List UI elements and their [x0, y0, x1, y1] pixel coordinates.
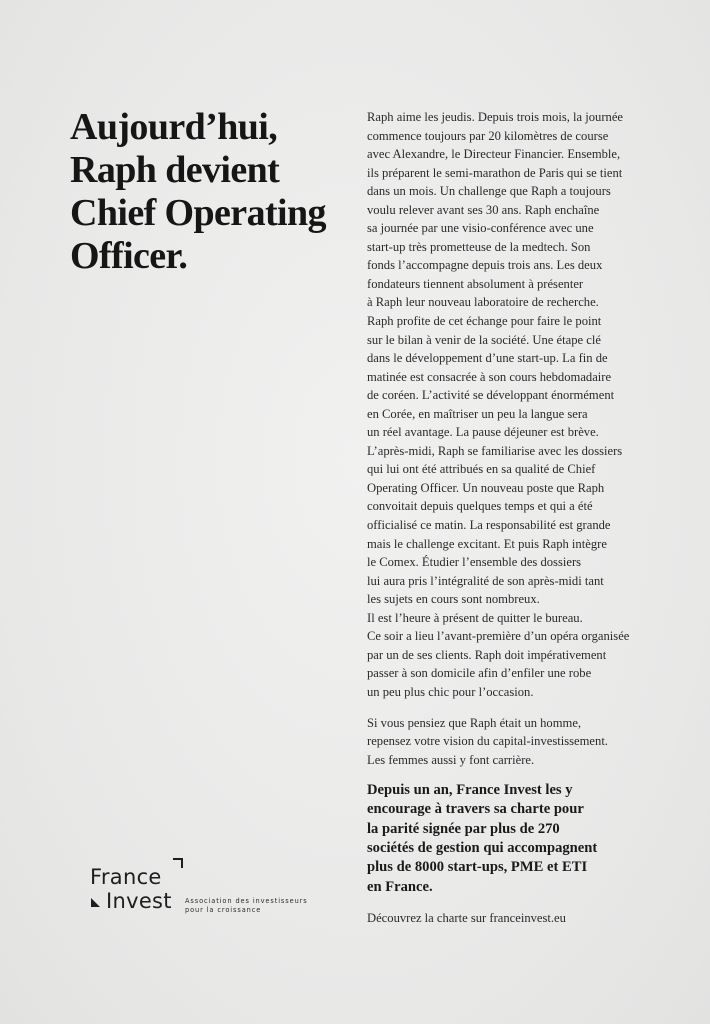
text-line: officialisé ce matin. La responsabilité est grande	[367, 518, 611, 533]
logo-tagline	[185, 897, 308, 915]
text-line: avec Alexandre, le Directeur Financier. Ensemble,	[367, 147, 621, 162]
text-line: commence toujours par 20 kilomètres de course	[367, 128, 609, 143]
text-line: Les femmes aussi y font carrière.	[367, 752, 535, 767]
reveal-paragraph	[367, 714, 667, 770]
text-line: convoitait depuis quelques temps et qui a été	[367, 499, 593, 514]
logo-word-france: France	[90, 865, 162, 889]
text-line: Il est l’heure à présent de quitter le bureau.	[367, 610, 583, 625]
text-line: sur le bilan à venir de la société. Une étape clé	[367, 332, 601, 347]
text-line: la parité signée par plus de 270	[367, 820, 560, 837]
text-line: Operating Officer. Un nouveau poste que Raph	[367, 480, 605, 495]
text-line: en France.	[367, 878, 433, 895]
headline-line: Raph devient	[70, 149, 280, 191]
text-line: ils préparent le semi-marathon de Paris qui se tient	[367, 165, 623, 180]
headline	[70, 106, 360, 278]
tagline-line: pour la croissance	[185, 906, 262, 914]
text-line: matinée est consacrée à son cours hebdomadaire	[367, 369, 612, 384]
text-line: un peu plus chic pour l’occasion.	[367, 684, 534, 699]
call-to-action	[367, 909, 667, 928]
text-line: à Raph leur nouveau laboratoire de recherche.	[367, 295, 599, 310]
text-line: passer à son domicile afin d’enfiler une robe	[367, 666, 592, 681]
body-copy	[367, 108, 667, 927]
text-line: Raph profite de cet échange pour faire le point	[367, 314, 602, 329]
text-line: lui aura pris l’intégralité de son après-midi tant	[367, 573, 604, 588]
text-line: un réel avantage. La pause déjeuner est brève.	[367, 425, 599, 440]
headline-line: Officer.	[70, 235, 188, 277]
text-line: encourage à travers sa charte pour	[367, 801, 584, 818]
text-line: repensez votre vision du capital-investissement.	[367, 734, 608, 749]
text-line: dans un mois. Un challenge que Raph a toujours	[367, 184, 611, 199]
text-line: dans le développement d’une start-up. La fin de	[367, 351, 608, 366]
story-paragraph	[367, 108, 667, 702]
text-line: sociétés de gestion qui accompagnent	[367, 840, 598, 857]
text-line: fondateurs tiennent absolument à présenter	[367, 276, 584, 291]
logo-word-invest: Invest	[106, 889, 172, 913]
text-line: start-up très prometteuse de la medtech. Son	[367, 239, 591, 254]
logo-corner-mark-icon	[90, 896, 102, 908]
cta-text: Découvrez la charte sur franceinvest.eu	[367, 910, 566, 925]
text-line: Si vous pensiez que Raph était un homme,	[367, 715, 582, 730]
text-line: L’après-midi, Raph se familiarise avec les dossiers	[367, 443, 623, 458]
text-line: le Comex. Étudier l’ensemble des dossiers	[367, 555, 582, 570]
text-line: fonds l’accompagne depuis trois ans. Les deux	[367, 258, 603, 273]
tagline-line: Association des investisseurs	[185, 897, 308, 905]
text-line: plus de 8000 start-ups, PME et ETI	[367, 859, 588, 876]
text-line: mais le challenge excitant. Et puis Raph intègre	[367, 536, 607, 551]
text-line: en Corée, en maîtriser un peu la langue sera	[367, 406, 588, 421]
charter-statement	[367, 781, 667, 897]
logo-corner-mark-icon	[173, 858, 183, 868]
text-line: qui lui ont été attribués en sa qualité de Chief	[367, 462, 596, 477]
france-invest-logo	[90, 858, 340, 918]
headline-line: Chief Operating	[70, 192, 326, 234]
text-line: voulu relever avant ses 30 ans. Raph enchaîne	[367, 202, 600, 217]
text-line: Ce soir a lieu l’avant-première d’un opéra organisée	[367, 629, 630, 644]
headline-line: Aujourd’hui,	[70, 106, 278, 148]
text-line: sa journée par une visio-conférence avec une	[367, 221, 594, 236]
text-line: par un de ses clients. Raph doit impérativement	[367, 647, 607, 662]
text-line: les sujets en cours sont nombreux.	[367, 592, 540, 607]
text-line: Raph aime les jeudis. Depuis trois mois, la journée	[367, 110, 624, 124]
text-line: de coréen. L’activité se développant énormément	[367, 388, 615, 403]
text-line: Depuis un an, France Invest les y	[367, 782, 573, 799]
